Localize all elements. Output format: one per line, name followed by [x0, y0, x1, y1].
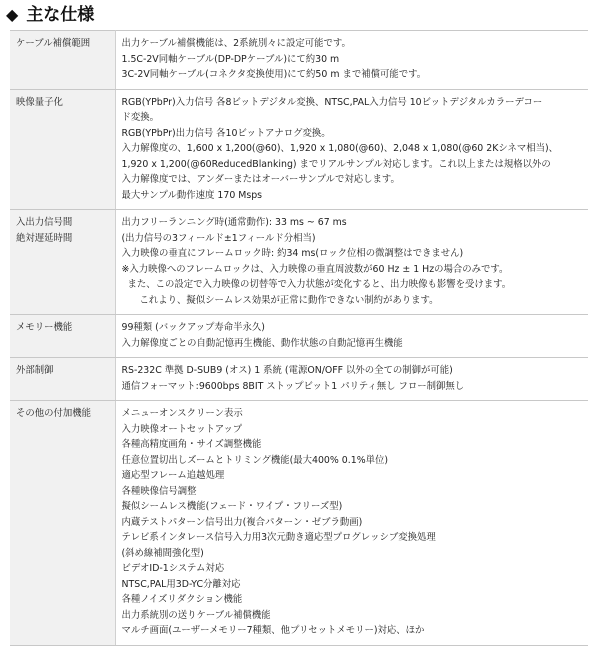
spec-line: 99種類 (バックアップ寿命半永久): [121, 322, 265, 333]
spec-row-cable-compensation: [10, 31, 588, 90]
spec-label: 映像量子化: [16, 96, 63, 108]
feature-item: 各種映像信号調整: [121, 485, 197, 497]
spec-note-line: また、この設定で入力映像の切替等で入力状態が変化すると、出力映像も影響を受けます。: [127, 279, 512, 290]
feature-item: (斜め線補間強化型): [121, 547, 204, 559]
spec-value-cell: [115, 358, 588, 401]
spec-label: 絶対遅延時間: [16, 232, 73, 244]
spec-line: RGB(YPbPr)入力信号 各8ビットデジタル変換、NTSC,PAL入力信号 10ビットデジタルカラーデコー: [121, 96, 543, 108]
spec-row-external-control: [10, 358, 588, 401]
spec-value-cell: [115, 315, 588, 358]
spec-label: 外部制御: [16, 365, 54, 376]
spec-label-cell: [10, 210, 115, 315]
spec-label-cell: [10, 315, 115, 358]
spec-label: メモリー機能: [16, 322, 73, 333]
spec-value-cell: [115, 89, 588, 210]
spec-label: その他の付加機能: [16, 408, 92, 419]
spec-row-other-functions: [10, 401, 588, 646]
feature-item: NTSC,PAL用3D-YC分離対応: [121, 578, 241, 590]
spec-label-cell: [10, 401, 115, 646]
spec-line: 出力ケーブル補償機能は、2系統別々に設定可能です。: [121, 38, 351, 49]
spec-line: 入力解像度ごとの自動記憶再生機能、動作状態の自動記憶再生機能: [121, 337, 403, 349]
spec-value-cell: [115, 31, 588, 90]
spec-note-line: ※入力映像へのフレームロックは、入力映像の垂直周波数が60 Hz ± 1 Hzの場合のみです。: [121, 263, 509, 275]
feature-item: 各種高精度画角・サイズ調整機能: [121, 439, 262, 450]
spec-line: 1,920 x 1,200(@60ReducedBlanking) までリアルサンプル対応します。これ以上または規格以外の: [121, 158, 551, 170]
section-title: 主な仕様: [26, 4, 95, 25]
feature-item: メニューオンスクリーン表示: [121, 408, 243, 419]
spec-value-cell: [115, 210, 588, 315]
spec-label-cell: [10, 89, 115, 210]
spec-row-quantization: [10, 89, 588, 210]
spec-line: RGB(YPbPr)出力信号 各10ビットアナログ変換。: [121, 127, 331, 139]
feature-item: テレビ系インタレース信号入力用3次元動き適応型プログレッシブ変換処理: [121, 532, 436, 543]
feature-item: 任意位置切出しズームとトリミング機能(最大400% 0.1%単位): [121, 454, 389, 466]
spec-label-cell: [10, 358, 115, 401]
spec-row-latency: [10, 210, 588, 315]
spec-line: 最大サンプル動作速度 170 Msps: [121, 189, 263, 201]
feature-item: 内蔵テストパターン信号出力(複合パターン・ゼブラ動画): [121, 516, 363, 528]
spec-table: [10, 30, 588, 646]
spec-value-cell: [115, 401, 588, 646]
feature-item: 擬似シームレス機能(フェード・ワイプ・フリーズ型): [121, 501, 343, 512]
spec-label-cell: [10, 31, 115, 90]
diamond-icon: ◆: [6, 5, 19, 24]
spec-line: ド変換。: [121, 112, 160, 123]
section-heading: [6, 3, 94, 27]
spec-line: RS-232C 準拠 D-SUB9 (オス) 1 系統 (電源ON/OFF 以外の全ての制御が可能): [121, 365, 453, 376]
spec-line: 3C-2V同軸ケーブル(コネクタ変換使用)にて約50 m まで補償可能です。: [121, 69, 427, 80]
spec-line: 1.5C-2V同軸ケーブル(DP-DPケーブル)にて約30 m: [121, 53, 340, 65]
feature-item: ビデオID-1システム対応: [121, 563, 225, 574]
spec-line: 入力映像の垂直にフレームロック時: 約34 ms(ロック位相の微調整はできません): [121, 248, 464, 259]
spec-note-line: これより、擬似シームレス効果が正常に動作できない制約があります。: [139, 294, 439, 306]
feature-item: 各種ノイズリダクション機能: [121, 594, 243, 605]
spec-line: (出力信号の3フィールド±1フィールド分相当): [121, 232, 316, 244]
feature-item: 入力映像オートセットアップ: [121, 423, 243, 435]
spec-line: 入力解像度の、1,600 x 1,200(@60)、1,920 x 1,080(@60)、2,048 x 1,080(@60 2Kシネマ相当)、: [121, 143, 558, 154]
feature-item: 出力系統別の送りケーブル補償機能: [121, 609, 271, 621]
spec-label: ケーブル補償範囲: [16, 38, 91, 49]
feature-item: 適応型フレーム追越処理: [121, 470, 225, 481]
spec-label: 入出力信号間: [16, 217, 73, 228]
spec-line: 通信フォーマット:9600bps 8BIT ストップビット1 パリティ無し フロー制御無し: [121, 380, 465, 392]
spec-row-memory: [10, 315, 588, 358]
feature-item: マルチ画面(ユーザーメモリー7種類、他プリセットメモリー)対応、ほか: [121, 625, 425, 636]
spec-line: 出力フリーランニング時(通常動作): 33 ms ~ 67 ms: [121, 217, 347, 228]
spec-line: 入力解像度では、アンダーまたはオーバーサンプルで対応します。: [121, 174, 400, 185]
